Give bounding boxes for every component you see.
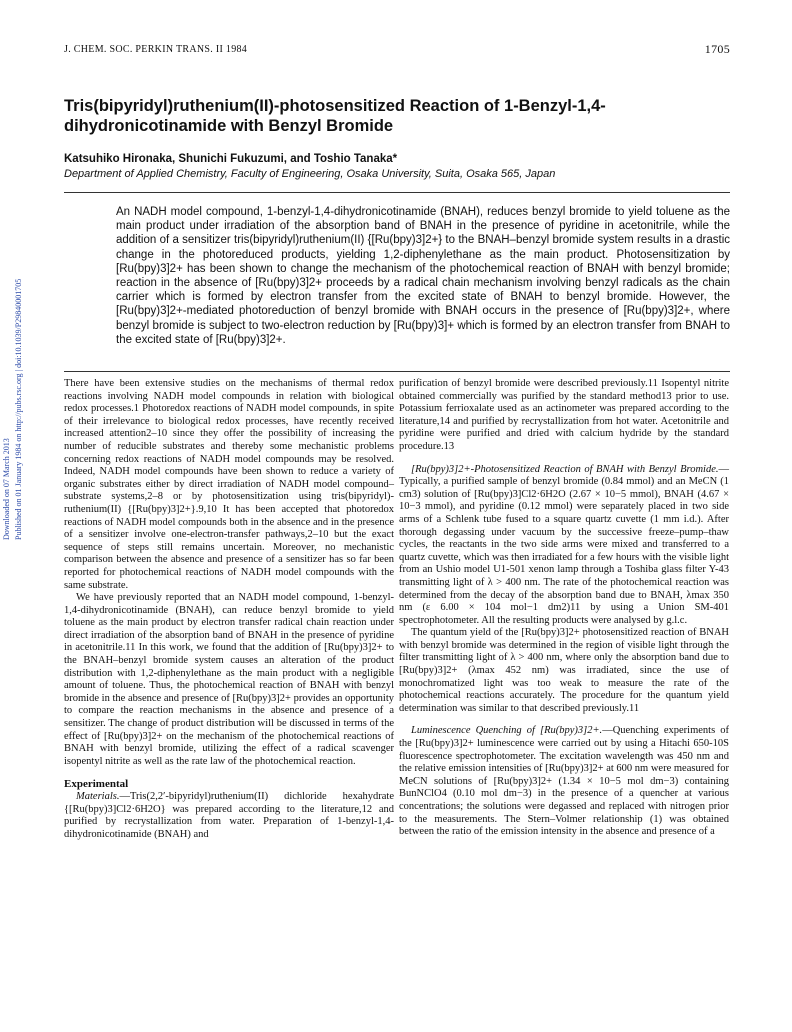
publication-link[interactable]: Published on 01 January 1984 on http://pubs.rsc.org | doi:10.1039/P29840001705 xyxy=(14,278,23,540)
download-notice xyxy=(0,278,23,560)
section-spacer xyxy=(399,454,729,464)
photosensitized-runin: [Ru(bpy)3]2+-Photosensitized Reaction of BNAH with Benzyl Bromide. xyxy=(411,463,719,475)
abstract: An NADH model compound, 1-benzyl-1,4-dihydronicotinamide (BNAH), reduces benzyl bromide to yield toluene as the main product under irradiation of the absorption band of BNAH in the presence of pyridine in acetonitrile, while the addition of a sensitizer tris(bipyridyl)ruthenium(II) {[Ru(bpy)3]2+} to the BNAH–benzyl bromide system results in a drastic change in the photoreduced products, yielding 1,2-diphenylethane as the main product. Photosensitization by [Ru(bpy)3]2+ has been shown to change the mechanism of the photochemical reaction of BNAH with benzyl bromide; reaction in the absence of [Ru(bpy)3]2+ proceeds by a radical chain mechanism involving benzyl radicals as the chain carrier which is formed by electron transfer from the excited state of BNAH to benzyl bromide. However, the [Ru(bpy)3]2+-mediated photoreduction of benzyl bromide with BNAH occurs in the presence of [Ru(bpy)3]2+, where benzyl bromide is subject to two-electron reduction by [Ru(bpy)3]+ which is formed by an electron transfer from BNAH to the excited state of [Ru(bpy)3]2+. xyxy=(116,206,730,346)
right-column xyxy=(399,378,729,839)
intro-paragraph-1: There have been extensive studies on the mechanisms of thermal redox reactions involving NADH model compounds in relation with biological redox processes.1 Photoredox reactions of NADH model compounds, in spite of their irrelevance to biological redox processes, have recently received increased attention2–10 since they offer the possibility of increasing the number of reducible substrates and thereby some mechanistic problems concerning redox reactions of NADH model compounds may be resolved. Indeed, NADH model compounds have been shown to reduce a variety of organic substrates either by direct irradiation of NADH model compound–substrate systems,2–8 or by photosensitization using tris(bipyridyl)-ruthenium(II) {[Ru(bpy)3]2+}.9,10 It has been accepted that photoredox reactions of NADH model compounds both in the absence and in the presence of a sensitizer involve one-electron-transfer pathways,2–10 but the exact sequence of steps still remains uncertain. Moreover, no mechanistic comparison between the absence and presence of a sensitizer has so far been reported for photochemical reactions of NADH model compounds with the same substrate. xyxy=(64,378,394,591)
download-date: Downloaded on 07 March 2013 xyxy=(2,438,11,540)
quenching-text: —Quenching experiments of the [Ru(bpy)3]2+ luminescence were carried out by using a Hitachi 650-10S fluorescence spectrophotometer. The excitation wavelength was 450 nm and the relative emission intensities of [Ru(bpy)3]2+ at 600 nm were measured for MeCN solutions of [Ru(bpy)3]2+ (1.34 × 10−5 mol dm−3) containing BunNClO4 (0.10 mol dm−3) in the presence of a quencher at various concentrations; the solutions were degassed and replaced with nitrogen prior to the measurements. The Stern–Volmer relationship (1) was obtained between the ratio of the emission intensity in the absence and presence of a xyxy=(399,725,729,838)
materials-runin: Materials. xyxy=(76,791,120,802)
photosensitized-paragraph xyxy=(399,464,729,628)
quenching-paragraph xyxy=(399,725,729,838)
materials-text: —Tris(2,2′-bipyridyl)ruthenium(II) dichloride hexahydrate {[Ru(bpy)3]Cl2·6H2O} was prepared according to the literature,12 and purified by recrystallization from water. Preparation of 1-benzyl-1,4-dihydronicotinamide (BNAH) and xyxy=(64,791,394,840)
section-spacer xyxy=(399,715,729,725)
photosensitized-text: —Typically, a purified sample of benzyl bromide (0.84 mmol) and an MeCN (1 cm3) solution of [Ru(bpy)3]Cl2·6H2O (2.67 × 10−5 mmol), BNAH (4.67 × 10−3 mmol), and pyridine (0.12 mmol) were separately placed in two side arms of a Schlenk tube fused to a square quartz cuvette (1 mm i.d.). After thorough degassing under vacuum by the successive freeze–pump–thaw cycles, the reactants in the two side arms were mixed and transferred to a quartz cuvette, which was then irradiated for a few hours with the visible light from an Ushio model U1-501 xenon lamp through a Toshiba glass filter Y-43 transmitting light of λ > 400 nm. The rate of the photochemical reaction was determined from the decay of the absorption band due to BNAH, λmax 350 nm (ε 6.00 × 104 mol−1 dm2)11 by using a Union SM-401 spectrophotometer. All the resulting products were analysed by g.l.c. xyxy=(399,463,729,626)
abstract-top-rule xyxy=(64,192,730,193)
journal-name: J. CHEM. SOC. PERKIN TRANS. II 1984 xyxy=(64,44,248,55)
intro-paragraph-2: We have previously reported that an NADH model compound, 1-benzyl-1,4-dihydronicotinamide (BNAH), can reduce benzyl bromide to yield toluene as the main product by electron transfer radical chain reaction under direct irradiation of the absorption band of BNAH in the presence of pyridine in acetonitrile.11 In this work, we found that the addition of [Ru(bpy)3]2+ to the BNAH–benzyl bromide system causes an alteration of the product distribution with 1,2-diphenylethane as the main product with a negligible amount of toluene. Thus, the photochemical reaction of BNAH with benzyl bromide in the absence and presence of [Ru(bpy)3]2+ provides an opportunity to compare the reaction mechanisms in the absence and presence of a sensitizer. The change of product distribution will be discussed in terms of the effect of [Ru(bpy)3]2+ on the mechanism of the photochemical reactions of BNAH with benzyl bromide, utilizing the effect of a radical scavenger isopentyl nitrite as well as the rate law of the photochemical reaction. xyxy=(64,592,394,767)
author-affiliation: Department of Applied Chemistry, Faculty of Engineering, Osaka University, Suita, Osaka 565, Japan xyxy=(64,168,556,180)
section-spacer xyxy=(64,768,394,778)
page-number: 1705 xyxy=(704,42,730,56)
experimental-heading: Experimental xyxy=(64,778,129,791)
quenching-runin: Luminescence Quenching of [Ru(bpy)3]2+. xyxy=(411,725,603,737)
abstract-bottom-rule xyxy=(64,371,730,372)
left-column xyxy=(64,378,394,841)
materials-paragraph xyxy=(64,791,394,841)
quantum-yield-paragraph: The quantum yield of the [Ru(bpy)3]2+ photosensitized reaction of BNAH with benzyl bromide was determined in the region of visible light through the filter transmitting light of λ > 400 nm, where only the absorption band due to [Ru(bpy)3]2+ (λmax 452 nm) was irradiated, since the use of monochromatized light was too weak to measure the rate of the photochemical reactions accurately. The procedure for the quantum yield determination was similar to that described previously.11 xyxy=(399,627,729,714)
purification-paragraph: purification of benzyl bromide were described previously.11 Isopentyl nitrite obtained commercially was purified by the standard method13 prior to use. Potassium ferrioxalate used as an actinometer was prepared according to the literature,14 and purified by recrystallization from hot water. Acetonitrile and pyridine were purified and dried with calcium hydride by the standard procedure.13 xyxy=(399,378,729,452)
article-authors: Katsuhiko Hironaka, Shunichi Fukuzumi, and Toshio Tanaka* xyxy=(64,153,398,165)
article-title: Tris(bipyridyl)ruthenium(II)-photosensitized Reaction of 1-Benzyl-1,4-dihydronicotinamide with Benzyl Bromide xyxy=(64,97,606,135)
